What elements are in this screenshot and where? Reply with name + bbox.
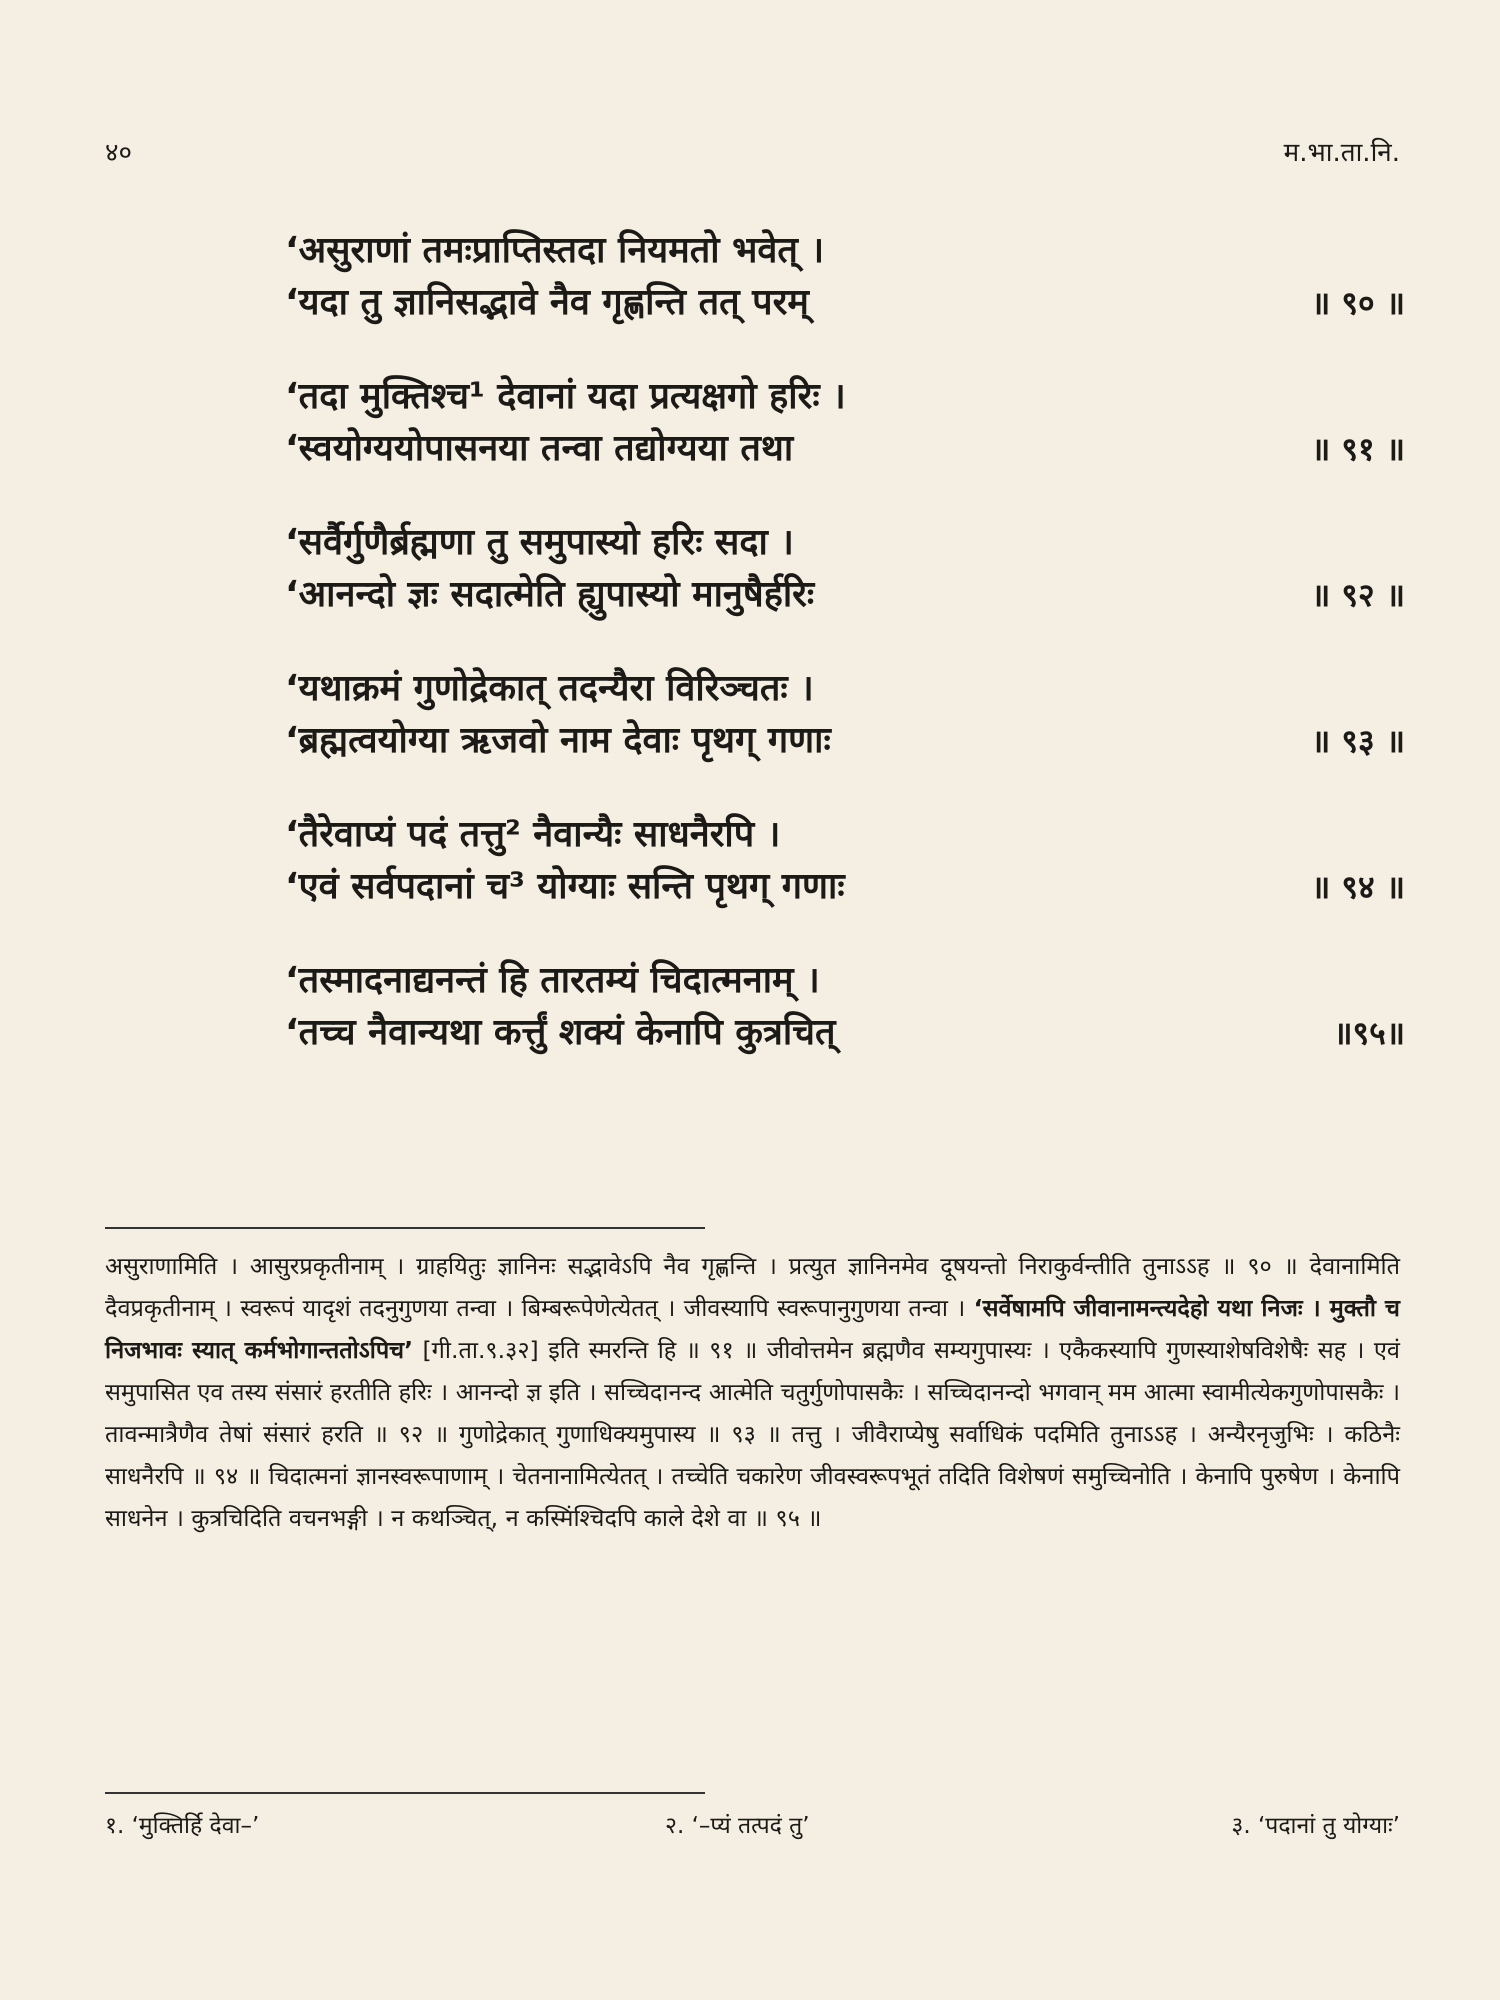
verse-91	[285, 371, 1405, 475]
verse-line-numbered	[285, 1007, 1405, 1059]
verse-line: ‘असुराणां तमःप्राप्तिस्तदा नियमतो भवेत् ।	[285, 230, 825, 271]
verse-line-numbered	[285, 861, 1405, 913]
verse-line: ‘सर्वैर्गुणैर्ब्रह्मणा तु समुपास्यो हरिः सदा ।	[285, 522, 794, 563]
verse-line-text: ‘आनन्दो ज्ञः सदात्मेति ह्युपास्यो मानुषैर्हरिः	[285, 574, 815, 615]
verse-line: ‘तदा मुक्तिश्च¹ देवानां यदा प्रत्यक्षगो हरिः ।	[285, 376, 846, 417]
commentary-part: [गी.ता.९.३२] इति स्मरन्ति हि ॥ ९१ ॥ जीवोत्तमेन ब्रह्मणैव सम्यगुपास्यः । एकैकस्यापि गुणस्याशेषविशेषैः सह । एवं समुपासित एव तस्य संसारं हरतीति हरिः । आनन्दो ज्ञ इति । सच्चिदानन्द आत्मेति चतुर्गुणोपासकैः । सच्चिदानन्दो भगवान् मम आत्मा स्वामीत्येकगुणोपासकैः । तावन्मात्रैणैव तेषां संसारं हरति ॥ ९२ ॥ गुणोद्रेकात् गुणाधिक्यमुपास्य ॥ ९३ ॥ तत्तु । जीवैराप्येषु सर्वाधिकं पदमिति तुनाऽऽह । अन्यैरनृजुभिः । कठिनैः साधनैरपि ॥ ९४ ॥ चिदात्मनां ज्ञानस्वरूपाणाम् । चेतनानामित्येतत् । तच्चेति चकारेण जीवस्वरूपभूतं तदिति विशेषणं समुच्चिनोति । केनापि पुरुषेण । केनापि साधनेन । कुत्रचिदिति वचनभङ्गी । न कथञ्चित्, न कस्मिंश्चिदपि काले देशे वा ॥ ९५ ॥	[105, 1336, 1400, 1532]
verse-line: ‘तैरेवाप्यं पदं तत्तु² नैवान्यैः साधनैरपि ।	[285, 814, 781, 855]
verse-93	[285, 663, 1405, 767]
commentary-part: असुराणामिति । आसुरप्रकृतीनाम् । ग्राहयितुः ज्ञानिनः सद्भावेऽपि नैव गृह्णन्ति । प्रत्युत ज्ञानिनमेव दूषयन्तो निराकुर्वन्तीति तुनाऽऽह ॥ ९० ॥ देवानामिति दैवप्रकृतीनाम् । स्वरूपं यादृशं तदनुगुणया तन्वा । बिम्बरूपेणेत्येतत् । जीवस्यापि स्वरूपानुगुणया तन्वा ।	[105, 1252, 1400, 1322]
verse-line-text: ‘स्वयोग्ययोपासनया तन्वा तद्योग्यया तथा	[285, 428, 794, 469]
verse-line-text: ‘एवं सर्वपदानां च³ योग्याः सन्ति पृथग् गणाः	[285, 866, 845, 907]
verse-line: ‘यथाक्रमं गुणोद्रेकात् तदन्यैरा विरिञ्चतः ।	[285, 668, 814, 709]
footnote-divider	[105, 1792, 705, 1794]
verse-number: ॥ ९० ॥	[1311, 284, 1405, 322]
verse-number: ॥ ९१ ॥	[1311, 430, 1405, 468]
verse-number: ॥ ९२ ॥	[1311, 576, 1405, 614]
commentary-quote: ‘सर्वेषामपि जीवानामन्त्यदेहो यथा निजः । मुक्तौ च निजभावः स्यात् कर्मभोगान्ततोऽपिच’	[105, 1294, 1400, 1364]
verse-line-numbered	[285, 277, 1405, 329]
verse-line-text: ‘तच्च नैवान्यथा कर्त्तुं शक्यं केनापि कुत्रचित्	[285, 1012, 836, 1053]
footnote-1: १. ‘मुक्तिर्हि देवा–’	[105, 1813, 260, 1839]
verse-94	[285, 809, 1405, 913]
verse-line-text: ‘यदा तु ज्ञानिसद्भावे नैव गृह्णन्ति तत् परम्	[285, 282, 809, 323]
page-number: ४०	[105, 138, 133, 168]
verse-number: ॥ ९३ ॥	[1311, 722, 1405, 760]
verse-90	[285, 225, 1405, 329]
commentary-divider	[105, 1227, 705, 1229]
verse-number: ॥९५॥	[1333, 1014, 1405, 1052]
commentary-text	[105, 1245, 1400, 1539]
verse-number: ॥ ९४ ॥	[1311, 868, 1405, 906]
footnote-3: ३. ‘पदानां तु योग्याः’	[1231, 1813, 1400, 1839]
verse-92	[285, 517, 1405, 621]
verse-line-numbered	[285, 715, 1405, 767]
verse-line-text: ‘ब्रह्मत्वयोग्या ऋजवो नाम देवाः पृथग् गणाः	[285, 720, 831, 761]
verse-line-numbered	[285, 423, 1405, 475]
verse-line: ‘तस्मादनाद्यनन्तं हि तारतम्यं चिदात्मनाम् ।	[285, 960, 820, 1001]
running-title: म.भा.ता.नि.	[1283, 138, 1400, 168]
verse-line-numbered	[285, 569, 1405, 621]
footnote-2: २. ‘–प्यं तत्पदं तु’	[665, 1813, 810, 1839]
verse-block	[285, 225, 1405, 1101]
verse-95	[285, 955, 1405, 1059]
